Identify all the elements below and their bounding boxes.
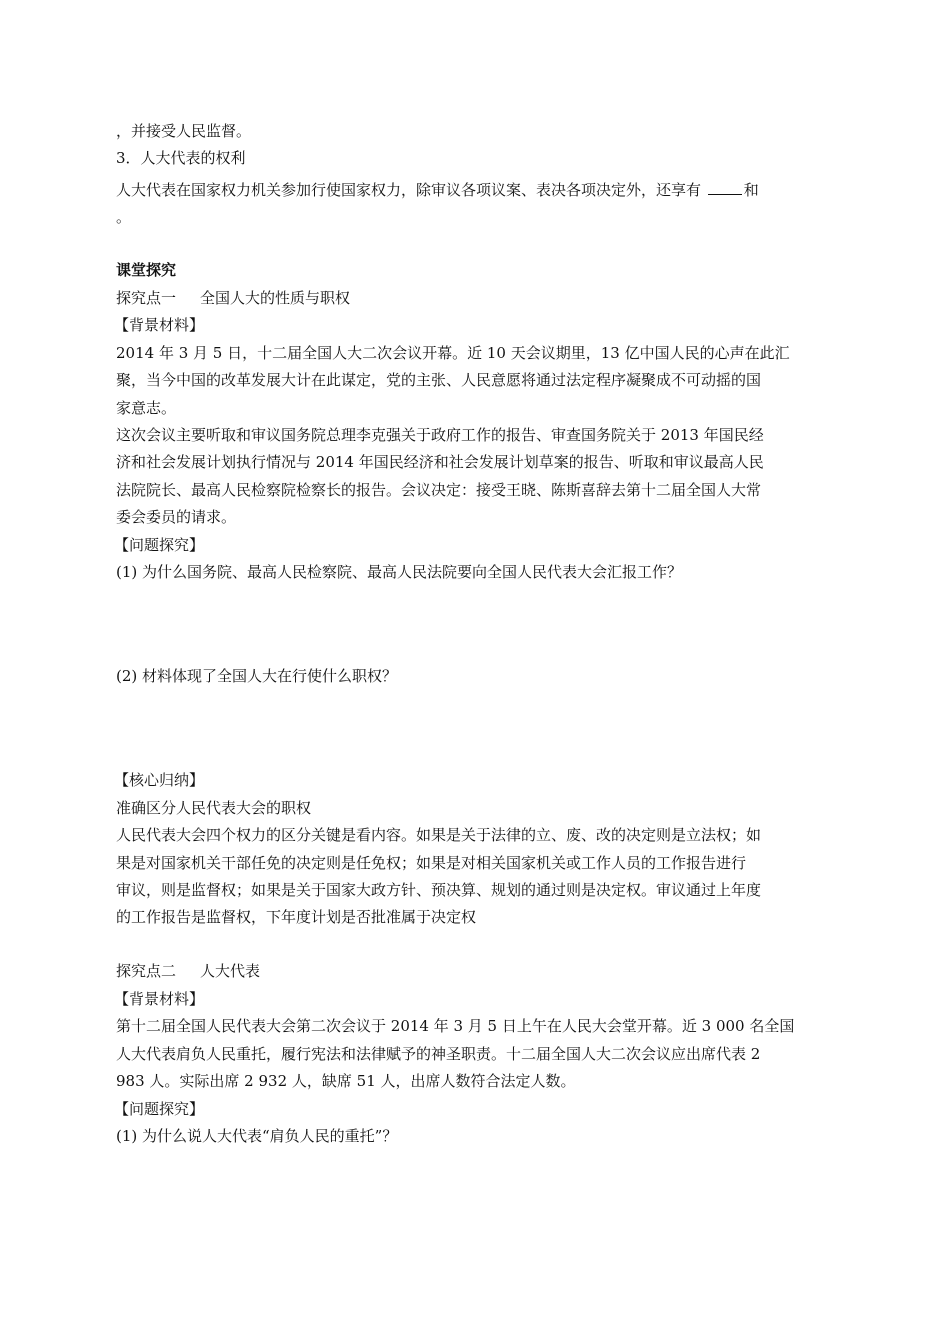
- paragraph-line: 家意志。: [116, 399, 177, 417]
- paragraph-line: 审议，则是监督权；如果是关于国家大政方针、预决算、规划的通过则是决定权。审议通过上年度: [116, 881, 762, 899]
- section-item-3: 3．人大代表的权利: [116, 149, 246, 167]
- text-line: [116, 180, 840, 200]
- point-title: 全国人大的性质与职权: [200, 289, 351, 307]
- material-label: 【背景材料】: [114, 990, 205, 1008]
- point-title: 人大代表: [200, 962, 261, 980]
- paragraph-line: 委会委员的请求。: [116, 508, 237, 526]
- material-label: 【背景材料】: [114, 316, 205, 334]
- question-2: (2) 材料体现了全国人大在行使什么职权？: [116, 667, 398, 685]
- paragraph-line: 果是对国家机关干部任免的决定则是任免权；如果是对相关国家机关或工作人员的工作报告进行: [116, 854, 747, 872]
- paragraph-line: 2014 年 3 月 5 日，十二届全国人大二次会议开幕。近 10 天会议期里，13 亿中国人民的心声在此汇: [116, 344, 790, 362]
- question-label: 【问题探究】: [114, 1100, 205, 1118]
- text-line: ，并接受人民监督。: [116, 122, 252, 140]
- paragraph-line: 第十二届全国人民代表大会第二次会议于 2014 年 3 月 5 日上午在人民大会堂开幕。近 3 000 名全国: [116, 1017, 795, 1035]
- text-fragment: 和: [743, 181, 759, 199]
- point-label: 探究点二: [116, 962, 177, 980]
- paragraph-line: 这次会议主要听取和审议国务院总理李克强关于政府工作的报告、审查国务院关于 2013 年国民经: [116, 426, 764, 444]
- subsection-heading: [116, 288, 840, 308]
- paragraph-line: 983 人。实际出席 2 932 人，缺席 51 人，出席人数符合法定人数。: [116, 1072, 576, 1090]
- fill-blank: [708, 180, 742, 195]
- text-line: 。: [116, 208, 132, 226]
- paragraph-line: 聚，当今中国的改革发展大计在此谋定，党的主张、人民意愿将通过法定程序凝聚成不可动摇的国: [116, 371, 762, 389]
- question-1: (1) 为什么说人大代表“肩负人民的重托”？: [116, 1127, 398, 1145]
- paragraph-line: 人大代表肩负人民重托，履行宪法和法律赋予的神圣职责。十二届全国人大二次会议应出席代表 2: [116, 1045, 761, 1063]
- paragraph-line: 人民代表大会四个权力的区分关键是看内容。如果是关于法律的立、废、改的决定则是立法权；如: [116, 826, 762, 844]
- core-summary-label: 【核心归纳】: [114, 771, 205, 789]
- subsection-heading: [116, 961, 840, 981]
- point-label: 探究点一: [116, 289, 177, 307]
- paragraph-line: 济和社会发展计划执行情况与 2014 年国民经济和社会发展计划草案的报告、听取和审议最高人民: [116, 453, 764, 471]
- text-fragment: 人大代表在国家权力机关参加行使国家权力，除审议各项议案、表决各项决定外，还享有: [116, 181, 702, 199]
- question-label: 【问题探究】: [114, 536, 205, 554]
- core-summary-title: 准确区分人民代表大会的职权: [116, 799, 312, 817]
- paragraph-line: 的工作报告是监督权，下年度计划是否批准属于决定权: [116, 908, 477, 926]
- paragraph-line: 法院院长、最高人民检察院检察长的报告。会议决定：接受王晓、陈斯喜辞去第十二届全国人大常: [116, 481, 762, 499]
- question-1: (1) 为什么国务院、最高人民检察院、最高人民法院要向全国人民代表大会汇报工作？: [116, 563, 683, 581]
- section-heading: 课堂探究: [116, 261, 177, 279]
